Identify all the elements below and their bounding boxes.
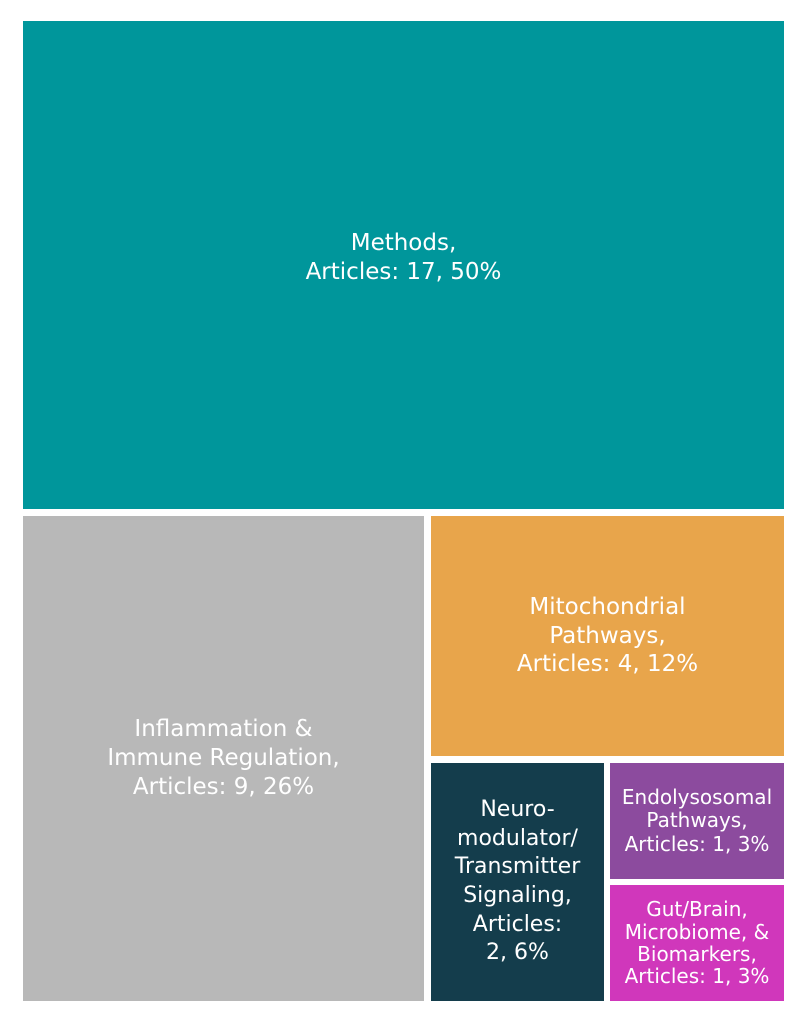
tile-inflammation-immune-regulation <box>23 516 424 1001</box>
tile-endolysosomal-pathways <box>610 763 784 879</box>
tile-endolysosomal-label: Endolysosomal Pathways, Articles: 1, 3% <box>621 784 773 856</box>
tile-gut-brain-microbiome <box>610 885 784 1001</box>
tile-methods <box>23 21 784 509</box>
tile-neuromodulator-label: Neuro- modulator/ Transmitter Signaling, Articles: 2, 6% <box>454 797 581 966</box>
tile-gut-brain-label: Gut/Brain, Microbiome, & Biomarkers, Articles: 1, 3% <box>624 897 770 989</box>
tile-mitochondrial-label: Mitochondrial Pathways, Articles: 4, 12% <box>516 593 699 678</box>
tile-mitochondrial-pathways <box>431 516 784 756</box>
tile-methods-label: Methods, Articles: 17, 50% <box>305 230 502 285</box>
tile-inflammation-label: Inflammation & Immune Regulation, Articles: 9, 26% <box>107 716 340 800</box>
tile-neuromodulator-signaling <box>431 763 604 1001</box>
